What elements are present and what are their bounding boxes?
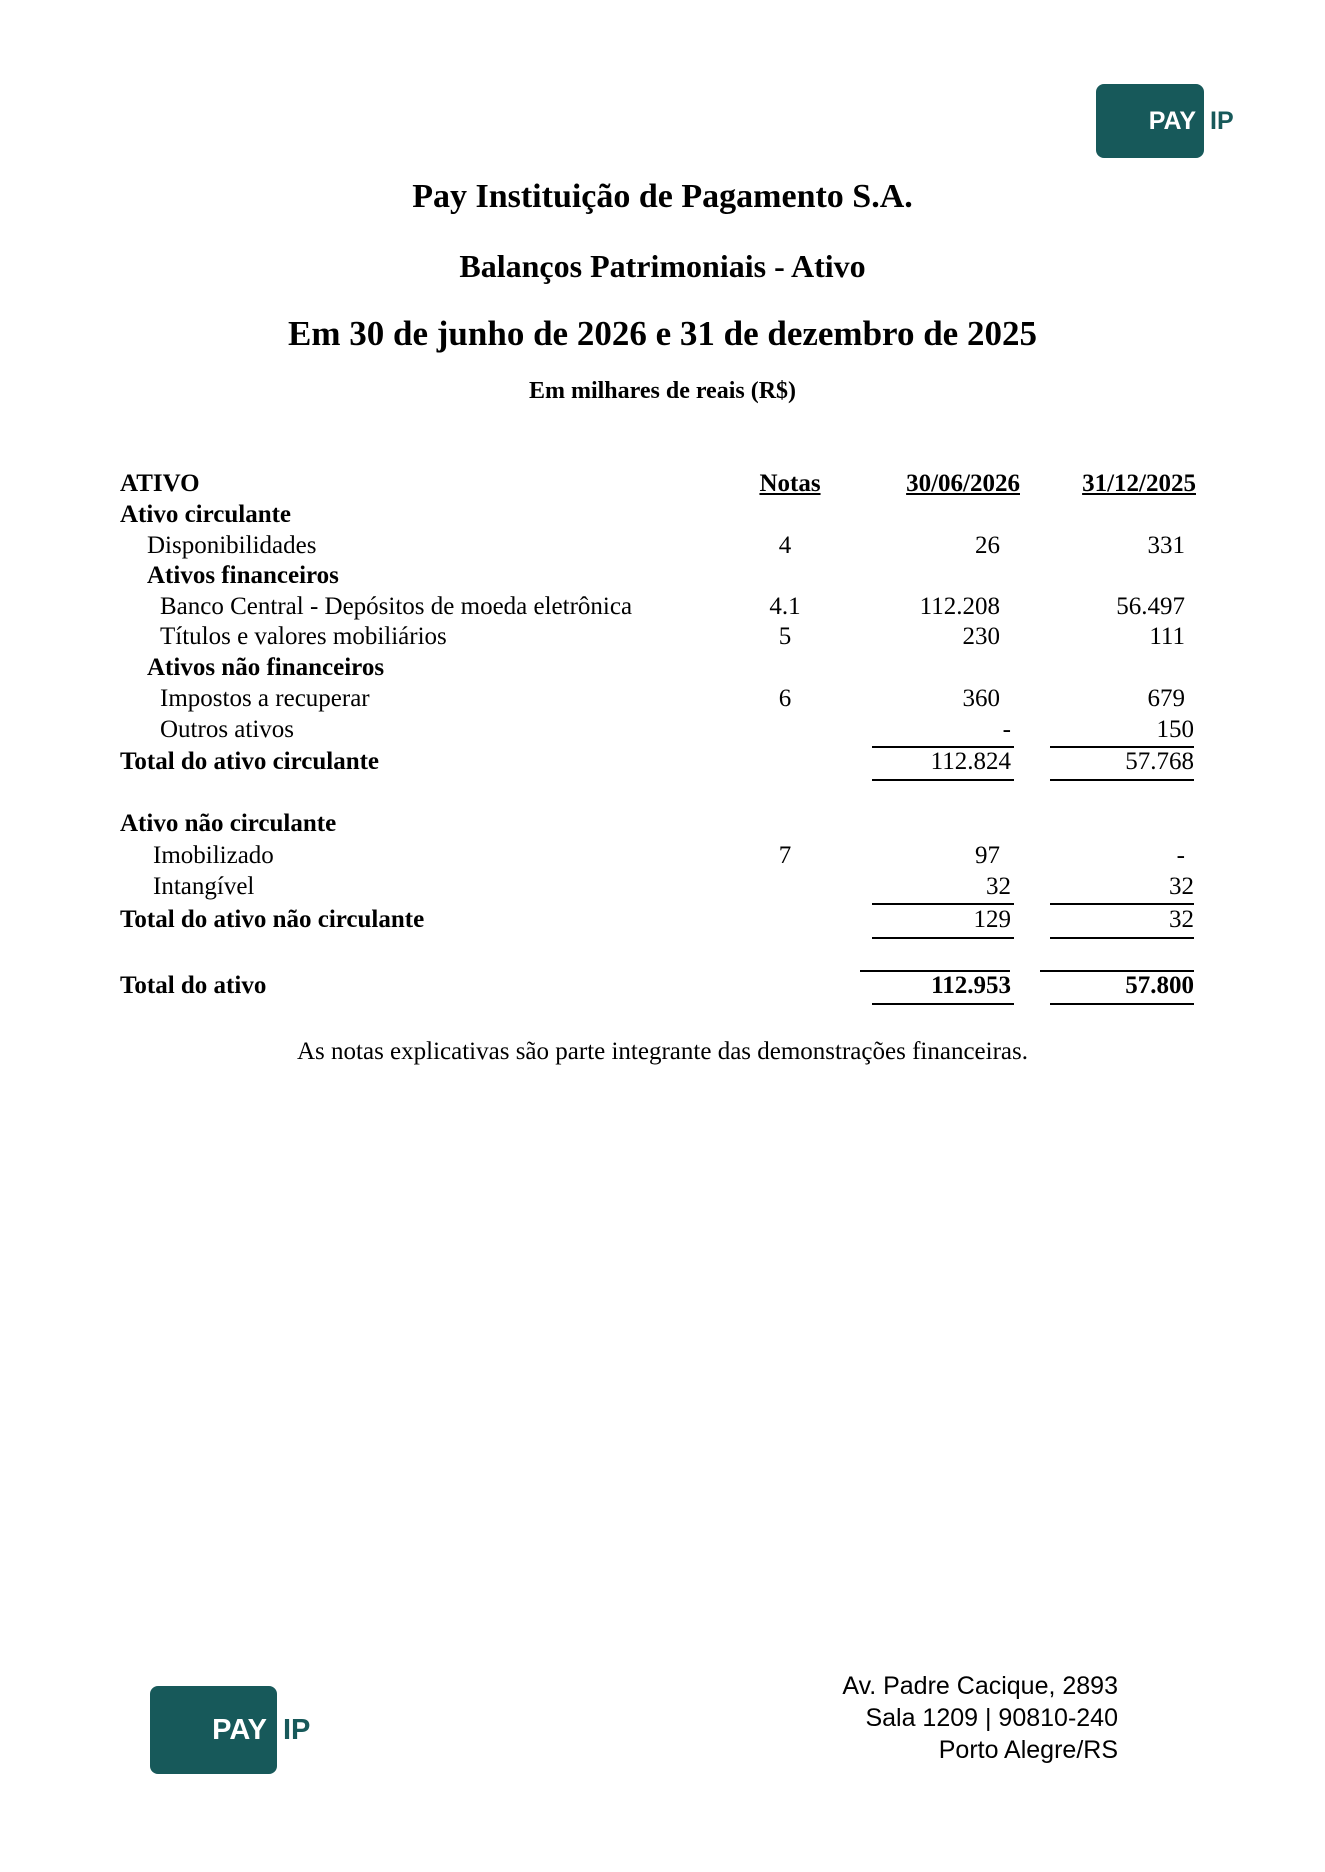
row-value-2026: 129 [973,906,1011,933]
row-value-2025: 32 [1169,873,1194,900]
subsection-nonfinancial [0,654,1325,684]
row-value-2025: 111 [1149,623,1185,650]
row-label: Outros ativos [160,716,295,743]
row-note: 4.1 [769,593,801,620]
section-label: Ativo circulante [120,501,292,528]
payip-logo-top [1096,84,1234,158]
footnote: As notas explicativas são parte integrante das demonstrações financeiras. [297,1038,1028,1065]
header-ativo: ATIVO [120,470,200,497]
rule-line [1050,903,1194,905]
subtotal-row [0,748,1325,778]
row-value-2026: 112.953 [931,972,1011,999]
row-value-2026: 32 [986,873,1011,900]
row-label: Banco Central - Depósitos de moeda eletrônica [160,593,633,620]
row-value-2026: 97 [975,842,1000,869]
company-title: Pay Instituição de Pagamento S.A. [412,178,913,215]
row-value-2025: 679 [1147,685,1185,712]
row-label: Imobilizado [153,842,274,869]
logo-pay-box [150,1686,277,1774]
logo-pay-text: PAY [212,1713,267,1746]
header-date-1: 30/06/2026 [906,470,1020,497]
logo-pay-box [1096,84,1204,158]
address-line-3: Porto Alegre/RS [938,1736,1118,1764]
payip-logo-bottom [150,1686,310,1774]
rule-line [1050,937,1194,939]
row-value-2025: - [1176,842,1185,869]
rule-line [1050,1003,1194,1005]
row-note: 6 [778,685,792,712]
subsection-label: Ativos não financeiros [147,654,385,681]
table-row [0,716,1325,746]
address-line-1: Av. Padre Cacique, 2893 [842,1672,1118,1700]
table-row [0,873,1325,903]
row-label: Total do ativo circulante [120,748,380,775]
subsection-label: Ativos financeiros [147,562,339,589]
row-value-2025: 57.768 [1125,748,1194,775]
subsection-financial [0,562,1325,592]
rule-line [1050,779,1194,781]
row-value-2026: 230 [962,623,1000,650]
header-notas: Notas [759,470,821,497]
row-value-2026: 26 [975,532,1000,559]
table-row [0,623,1325,653]
row-value-2025: 150 [1156,716,1194,743]
row-value-2025: 32 [1169,906,1194,933]
header-date-2: 31/12/2025 [1082,470,1196,497]
row-note: 7 [778,842,792,869]
address-line-2: Sala 1209 | 90810-240 [865,1704,1118,1732]
rule-line [872,779,1014,781]
subtotal-row [0,906,1325,936]
address-block [842,1670,1118,1766]
table-row [0,842,1325,872]
table-row [0,532,1325,562]
row-label: Disponibilidades [147,532,317,559]
statement-title: Balanços Patrimoniais - Ativo [459,248,866,284]
logo-ip-text: IP [1210,106,1234,135]
row-value-2026: 112.208 [919,593,1000,620]
row-label: Intangível [153,873,255,900]
table-header-row [0,470,1325,500]
table-row [0,685,1325,715]
section-noncurrent [0,810,1325,840]
row-label: Títulos e valores mobiliários [160,623,447,650]
rule-line [872,1003,1014,1005]
row-note: 4 [778,532,792,559]
total-row [0,972,1325,1002]
rule-line [872,937,1014,939]
row-note: 5 [778,623,792,650]
row-value-2026: - [1002,716,1011,743]
row-value-2026: 360 [962,685,1000,712]
section-current [0,501,1325,531]
row-value-2026: 112.824 [930,748,1011,775]
logo-pay-text: PAY [1148,106,1196,135]
row-label: Impostos a recuperar [160,685,370,712]
row-value-2025: 57.800 [1125,972,1194,999]
row-label: Total do ativo não circulante [120,906,425,933]
unit-subtitle: Em milhares de reais (R$) [528,378,797,404]
table-row [0,593,1325,623]
row-value-2025: 331 [1147,532,1185,559]
rule-line [872,903,1014,905]
logo-ip-text: IP [283,1713,311,1746]
section-label: Ativo não circulante [120,810,337,837]
row-value-2025: 56.497 [1116,593,1185,620]
period-title: Em 30 de junho de 2026 e 31 de dezembro de 2025 [288,314,1037,353]
row-label: Total do ativo [120,972,267,999]
